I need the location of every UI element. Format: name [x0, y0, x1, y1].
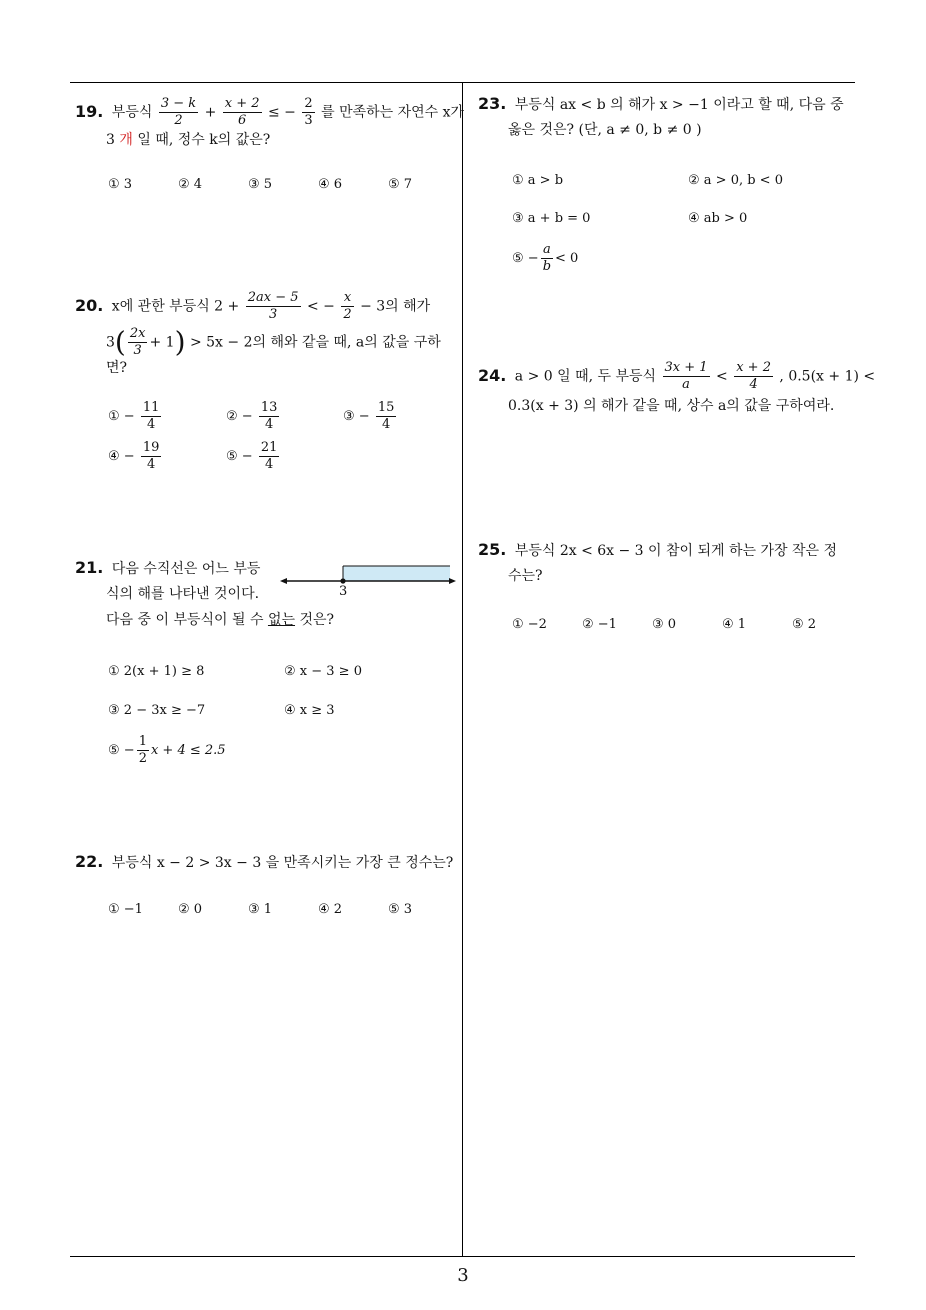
q25-option-4[interactable]: ④ 1: [722, 617, 747, 632]
q19-option-1[interactable]: ① 3: [108, 177, 133, 192]
q25-line1: 25. 부등식 2x < 6x − 3 이 참이 되게 하는 가장 작은 정: [478, 540, 838, 559]
q22-option-5[interactable]: ⑤ 3: [388, 902, 413, 917]
q25-option-3[interactable]: ③ 0: [652, 617, 677, 632]
q19-option-5[interactable]: ⑤ 7: [388, 177, 413, 192]
q24-line2: 0.3(x + 3) 의 해가 같을 때, 상수 a의 값을 구하여라.: [508, 398, 835, 414]
q19-option-2[interactable]: ② 4: [178, 177, 203, 192]
q21-line2: 식의 해를 나타낸 것이다.: [106, 586, 260, 602]
q25-line2: 수는?: [508, 568, 543, 584]
q21-option-1[interactable]: ① 2(x + 1) ≥ 8: [108, 664, 205, 679]
q20-line3: 면?: [106, 360, 128, 376]
q25-option-5[interactable]: ⑤ 2: [792, 617, 817, 632]
q19-option-4[interactable]: ④ 6: [318, 177, 343, 192]
q20-line2: 3( $\frac{2x}{3}$ + 1) > 5x − 2의 해와 같을 때, a의 값을 구하: [106, 325, 441, 359]
q23-option-5[interactable]: ⑤ − $\frac{a}{b}$ < 0: [512, 242, 579, 274]
q19-line2: 3 개 일 때, 정수 k의 값은?: [106, 132, 271, 148]
q23-option-4[interactable]: ④ ab > 0: [688, 211, 748, 226]
q23-option-1[interactable]: ① a > b: [512, 173, 564, 188]
q21-option-4[interactable]: ④ x ≥ 3: [284, 703, 335, 718]
q22-line1: 22. 부등식 x − 2 > 3x − 3 을 만족시키는 가장 큰 정수는?: [75, 852, 454, 871]
q24-line1: 24. a > 0 일 때, 두 부등식 $\frac{3x + 1}{a}$ < $\frac{x + 2}{4}$ , 0.5(x + 1) <: [478, 360, 876, 392]
number-line: [278, 558, 458, 598]
column-divider: [462, 82, 463, 1256]
q21-option-3[interactable]: ③ 2 − 3x ≥ −7: [108, 703, 206, 718]
q20-option-2[interactable]: ② − $\frac{13}{4}$: [226, 400, 278, 432]
q20-option-1[interactable]: ① − $\frac{11}{4}$: [108, 400, 160, 432]
q25-option-2[interactable]: ② −1: [582, 617, 617, 632]
q21-option-2[interactable]: ② x − 3 ≥ 0: [284, 664, 362, 679]
q22-option-2[interactable]: ② 0: [178, 902, 203, 917]
q23-line1: 23. 부등식 ax < b 의 해가 x > −1 이라고 할 때, 다음 중: [478, 94, 844, 113]
q22-option-4[interactable]: ④ 2: [318, 902, 343, 917]
q21-option-5[interactable]: ⑤ − $\frac{1}{2}$ x + 4 ≤ 2.5: [108, 734, 226, 766]
q21-line1: 21. 다음 수직선은 어느 부등: [75, 558, 261, 577]
q19-line1: 19. 부등식 $\frac{3 - k}{2}$ + $\frac{x + 2}{6}$ ≤ − $\frac{2}{3}$ 를 만족하는 자연수 x가: [75, 96, 465, 128]
q22-option-1[interactable]: ① −1: [108, 902, 143, 917]
q20-option-3[interactable]: ③ − $\frac{15}{4}$: [343, 400, 395, 432]
q25-option-1[interactable]: ① −2: [512, 617, 547, 632]
q20-option-4[interactable]: ④ − $\frac{19}{4}$: [108, 440, 160, 472]
bottom-rule: [70, 1256, 855, 1257]
q19-option-3[interactable]: ③ 5: [248, 177, 273, 192]
q22-option-3[interactable]: ③ 1: [248, 902, 273, 917]
q23-option-2[interactable]: ② a > 0, b < 0: [688, 173, 783, 188]
q21-line3: 다음 중 이 부등식이 될 수 없는 것은?: [106, 612, 335, 628]
q20-line1: 20. x에 관한 부등식 2 + $\frac{2ax - 5}{3}$ < − $\frac{x}{2}$ − 3의 해가: [75, 290, 431, 322]
q20-option-5[interactable]: ⑤ − $\frac{21}{4}$: [226, 440, 278, 472]
q23-line2: 옳은 것은? (단, a ≠ 0, b ≠ 0 ): [508, 122, 702, 138]
q23-option-3[interactable]: ③ a + b = 0: [512, 211, 591, 226]
number-line-tick-label: 3: [339, 584, 348, 599]
page-number: 3: [457, 1265, 469, 1286]
